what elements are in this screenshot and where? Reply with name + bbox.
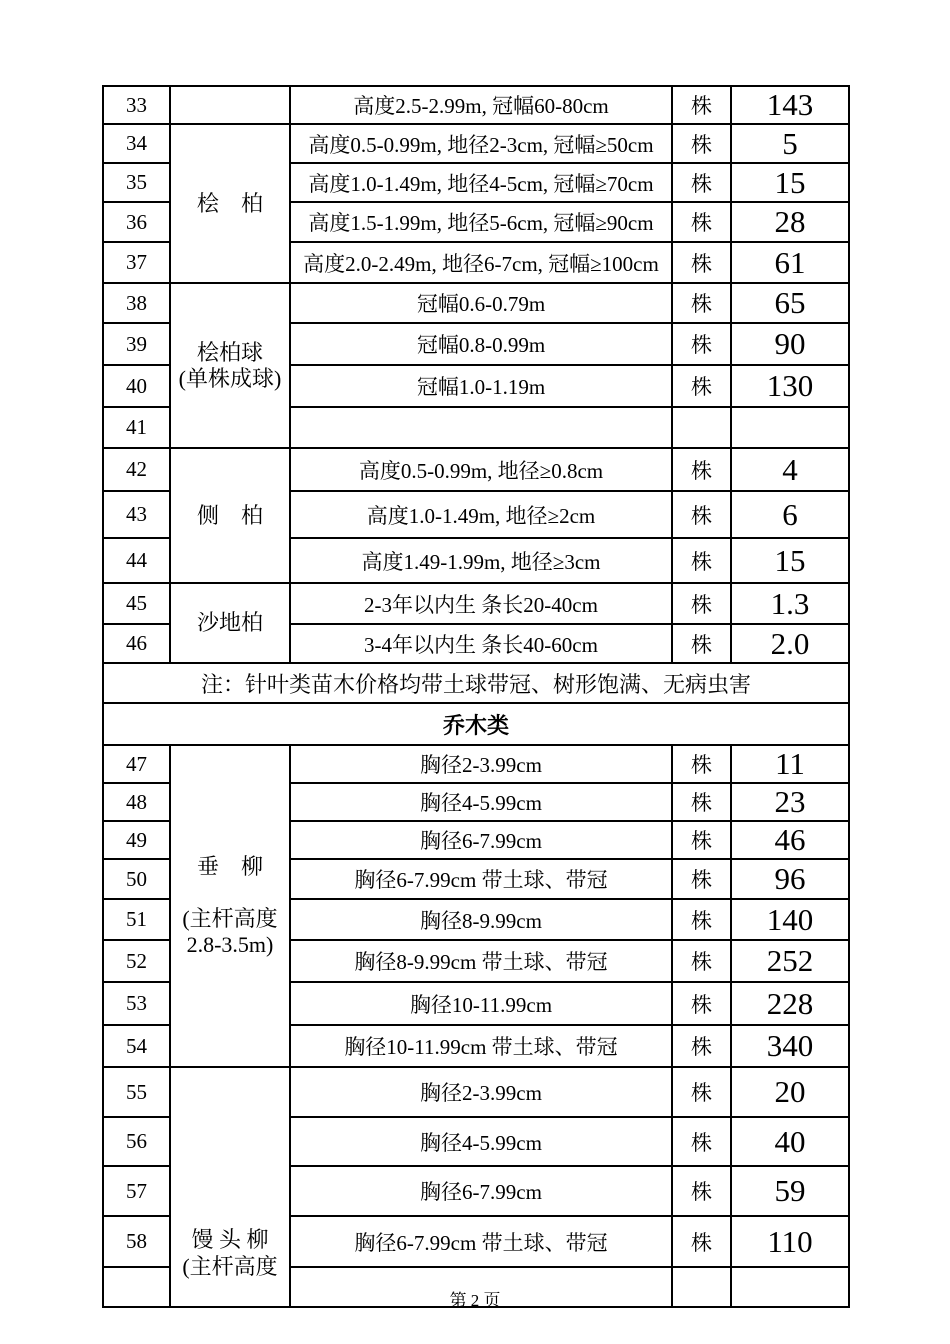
table-row [103, 448, 849, 491]
species-name-cell [170, 745, 290, 1067]
row-number-cell: 38 [103, 283, 170, 323]
spec-cell: 胸径4-5.99cm [290, 1117, 672, 1166]
section-row [103, 703, 849, 745]
species-name-cell [170, 124, 290, 283]
price-cell: 228 [731, 982, 849, 1025]
unit-cell: 株 [672, 491, 731, 538]
spec-cell: 胸径6-7.99cm [290, 1166, 672, 1216]
species-name-line: 桧柏球 [196, 339, 263, 365]
unit-cell [672, 407, 731, 448]
price-cell: 15 [731, 163, 849, 202]
spec-cell: 冠幅0.8-0.99m [290, 323, 672, 365]
price-cell: 110 [731, 1216, 849, 1267]
unit-cell: 株 [672, 899, 731, 940]
row-number-cell: 36 [103, 202, 170, 242]
spec-cell: 胸径2-3.99cm [290, 1067, 672, 1117]
row-number-cell: 48 [103, 783, 170, 821]
price-cell: 130 [731, 365, 849, 407]
price-cell: 20 [731, 1067, 849, 1117]
price-cell: 140 [731, 899, 849, 940]
species-name-line: 2.8-3.5m) [186, 932, 274, 957]
price-cell: 11 [731, 745, 849, 783]
row-number-cell: 44 [103, 538, 170, 583]
price-cell: 340 [731, 1025, 849, 1067]
row-number-cell: 58 [103, 1216, 170, 1267]
row-number-cell: 40 [103, 365, 170, 407]
price-cell: 28 [731, 202, 849, 242]
row-number-cell: 41 [103, 407, 170, 448]
price-cell: 61 [731, 242, 849, 283]
species-name-cell [170, 86, 290, 124]
spec-cell: 胸径6-7.99cm [290, 821, 672, 859]
species-name-line: 馒 头 柳 [191, 1227, 269, 1252]
price-cell: 1.3 [731, 583, 849, 624]
row-number-cell: 56 [103, 1117, 170, 1166]
section-header-cell: 乔木类 [103, 703, 849, 745]
row-number-cell: 51 [103, 899, 170, 940]
unit-cell: 株 [672, 163, 731, 202]
unit-cell: 株 [672, 323, 731, 365]
price-cell [731, 407, 849, 448]
unit-cell: 株 [672, 242, 731, 283]
species-name-cell [170, 283, 290, 448]
page-footer: 第 2 页 [449, 1291, 501, 1310]
spec-cell: 高度1.49-1.99m, 地径≥3cm [290, 538, 672, 583]
spec-cell: 高度1.0-1.49m, 地径≥2cm [290, 491, 672, 538]
price-cell: 59 [731, 1166, 849, 1216]
species-name-line: 垂 柳 [196, 854, 263, 879]
row-number-cell: 55 [103, 1067, 170, 1117]
unit-cell: 株 [672, 1117, 731, 1166]
price-cell: 90 [731, 323, 849, 365]
table-row [103, 124, 849, 163]
spec-cell: 胸径4-5.99cm [290, 783, 672, 821]
species-name-line: 桧 柏 [196, 190, 263, 216]
row-number-cell: 42 [103, 448, 170, 491]
species-name-line: (主杆高度 [182, 1254, 278, 1279]
unit-cell: 株 [672, 940, 731, 982]
row-number-cell: 49 [103, 821, 170, 859]
spec-cell: 冠幅1.0-1.19m [290, 365, 672, 407]
unit-cell: 株 [672, 448, 731, 491]
unit-cell: 株 [672, 583, 731, 624]
price-cell: 6 [731, 491, 849, 538]
spec-cell: 胸径6-7.99cm 带土球、带冠 [290, 1216, 672, 1267]
unit-cell: 株 [672, 86, 731, 124]
price-cell: 15 [731, 538, 849, 583]
species-name-cell [170, 448, 290, 583]
spec-cell: 3-4年以内生 条长40-60cm [290, 624, 672, 663]
species-name-line: 沙地柏 [196, 610, 263, 635]
row-number-cell: 39 [103, 323, 170, 365]
spec-cell: 高度1.5-1.99m, 地径5-6cm, 冠幅≥90cm [290, 202, 672, 242]
unit-cell: 株 [672, 624, 731, 663]
species-name-line [171, 880, 289, 906]
unit-cell: 株 [672, 365, 731, 407]
spec-cell: 高度2.5-2.99m, 冠幅60-80cm [290, 86, 672, 124]
spec-cell: 2-3年以内生 条长20-40cm [290, 583, 672, 624]
note-cell: 注：针叶类苗木价格均带土球带冠、树形饱满、无病虫害 [103, 663, 849, 703]
price-cell: 40 [731, 1117, 849, 1166]
row-number-cell: 52 [103, 940, 170, 982]
species-name-text [171, 503, 289, 529]
spec-cell: 高度0.5-0.99m, 地径2-3cm, 冠幅≥50cm [290, 124, 672, 163]
price-cell: 96 [731, 859, 849, 899]
table-row [103, 86, 849, 124]
price-cell: 4 [731, 448, 849, 491]
unit-cell: 株 [672, 538, 731, 583]
price-cell: 2.0 [731, 624, 849, 663]
unit-cell: 株 [672, 1166, 731, 1216]
price-cell: 65 [731, 283, 849, 323]
price-table [102, 85, 850, 1308]
spec-cell: 胸径10-11.99cm [290, 982, 672, 1025]
spec-cell: 胸径8-9.99cm 带土球、带冠 [290, 940, 672, 982]
price-cell: 46 [731, 821, 849, 859]
row-number-cell: 33 [103, 86, 170, 124]
price-cell: 252 [731, 940, 849, 982]
row-number-cell: 54 [103, 1025, 170, 1067]
species-name-text [171, 340, 289, 392]
unit-cell: 株 [672, 783, 731, 821]
spec-cell: 胸径6-7.99cm 带土球、带冠 [290, 859, 672, 899]
note-row [103, 663, 849, 703]
table-row [103, 283, 849, 323]
table-clip-region [102, 85, 864, 1279]
species-name-line: (主杆高度 [182, 906, 278, 931]
row-number-cell: 34 [103, 124, 170, 163]
row-number-cell: 37 [103, 242, 170, 283]
row-number-cell: 45 [103, 583, 170, 624]
species-name-text [171, 610, 289, 636]
unit-cell: 株 [672, 1216, 731, 1267]
spec-cell: 胸径8-9.99cm [290, 899, 672, 940]
species-name-text [171, 191, 289, 217]
spec-cell [290, 407, 672, 448]
row-number-cell: 46 [103, 624, 170, 663]
unit-cell: 株 [672, 1067, 731, 1117]
unit-cell: 株 [672, 821, 731, 859]
species-name-text [171, 1226, 289, 1280]
row-number-cell: 57 [103, 1166, 170, 1216]
row-number-cell: 47 [103, 745, 170, 783]
table-row [103, 1067, 849, 1117]
species-name-cell [170, 1067, 290, 1307]
species-name-line: (单株成球) [178, 365, 282, 391]
spec-cell: 胸径10-11.99cm 带土球、带冠 [290, 1025, 672, 1067]
row-number-cell: 43 [103, 491, 170, 538]
spec-cell: 高度2.0-2.49m, 地径6-7cm, 冠幅≥100cm [290, 242, 672, 283]
spec-cell: 冠幅0.6-0.79m [290, 283, 672, 323]
unit-cell: 株 [672, 283, 731, 323]
unit-cell: 株 [672, 859, 731, 899]
price-cell: 5 [731, 124, 849, 163]
unit-cell: 株 [672, 202, 731, 242]
unit-cell: 株 [672, 745, 731, 783]
spec-cell: 高度1.0-1.49m, 地径4-5cm, 冠幅≥70cm [290, 163, 672, 202]
row-number-cell: 53 [103, 982, 170, 1025]
species-name-line: 侧 柏 [196, 502, 263, 528]
species-name-line [171, 92, 289, 118]
row-number-cell: 35 [103, 163, 170, 202]
unit-cell: 株 [672, 1025, 731, 1067]
species-name-text [171, 854, 289, 958]
table-row [103, 583, 849, 624]
unit-cell: 株 [672, 124, 731, 163]
unit-cell: 株 [672, 982, 731, 1025]
price-cell: 143 [731, 86, 849, 124]
species-name-cell [170, 583, 290, 663]
spec-cell: 胸径2-3.99cm [290, 745, 672, 783]
row-number-cell: 50 [103, 859, 170, 899]
spec-cell: 高度0.5-0.99m, 地径≥0.8cm [290, 448, 672, 491]
price-cell: 23 [731, 783, 849, 821]
species-name-text [171, 92, 289, 118]
table-row [103, 745, 849, 783]
